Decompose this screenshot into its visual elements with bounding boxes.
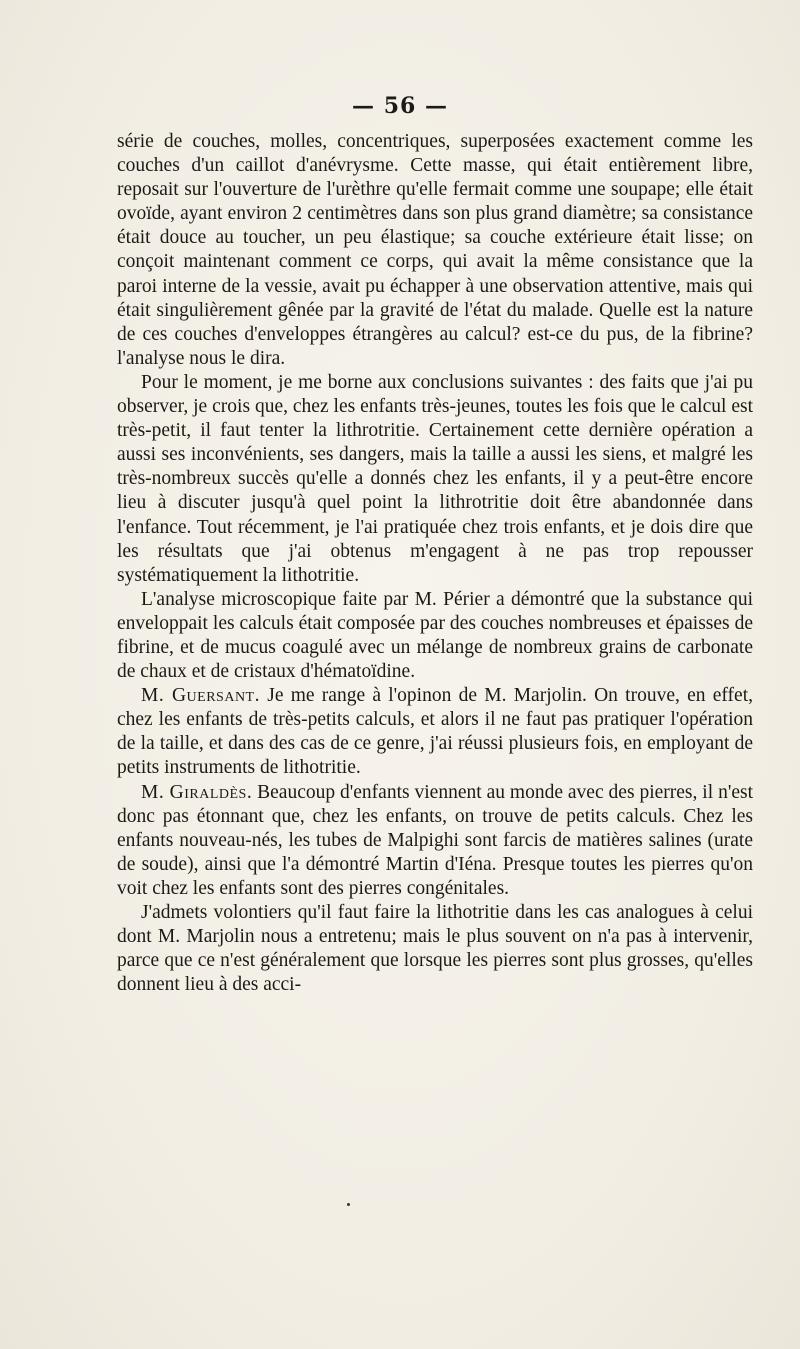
speaker-name: M. Guersant. <box>141 685 260 707</box>
paragraph-2: Pour le moment, je me borne aux conclusions suivantes : des faits que j'ai pu observer, je crois que, chez les enfants très-jeunes, toutes les fois que le calcul est très-petit, il faut tenter la lithrotritie. Certainement cette dernière opération a aussi ses inconvénients, ses dangers, mais la taille a aussi les siens, et malgré les très-nombreux succès qu'elle a donnés chez les enfants, il y a peut-être encore lieu à discuter jusqu'à quel point la lithrotritie doit être abandonnée dans l'enfance. Tout récemment, je l'ai pratiquée chez trois enfants, et je dois dire que les résultats que j'ai obtenus m'engagent à ne pas trop repousser systématiquement la lithotritie. <box>117 371 753 586</box>
paragraph-guersant <box>117 684 753 780</box>
paragraph-3: L'analyse microscopique faite par M. Périer a démontré que la substance qui enveloppait les calculs était composée par des couches nombreuses et épaisses de fibrine, et de mucus coagulé avec un mélange de nombreux grains de carbonate de chaux et de cristaux d'hématoïdine. <box>117 588 753 683</box>
paragraph-1-continuation: série de couches, molles, concentriques, superposées exactement comme les couches d'un caillot d'anévrysme. Cette masse, qui était entièrement libre, reposait sur l'ouverture de l'urèthre qu'elle fermait comme une soupape; elle était ovoïde, ayant environ 2 centimètres dans son plus grand diamètre; sa consistance était douce au toucher, un peu élastique; sa couche extérieure était lisse; on conçoit maintenant comment ce corps, qui avait la même consistance que la paroi interne de la vessie, avait pu échapper à une observation attentive, mais qui était singulièrement gênée par la gravité de l'état du malade. Quelle est la nature de ces couches d'enveloppes étrangères au calcul? est-ce du pus, de la fibrine? l'analyse nous le dira. <box>117 131 753 369</box>
paragraph-giraldes <box>117 781 753 901</box>
speaker-name: M. Giraldès. <box>141 781 253 803</box>
speaker-text: Beaucoup d'enfants viennent au monde avec des pierres, il n'est donc pas étonnant que, chez les enfants, on trouve de petits calculs. Chez les enfants nouveau-nés, les tubes de Malpighi sont farcis de matières salines (urate de soude), ainsi que l'a démontré Martin d'Iéna. Presque toutes les pierres qu'on voit chez les enfants sont des pierres congénitales. <box>117 781 753 899</box>
speaker-text: Je me range à l'opinon de M. Marjolin. On trouve, en effet, chez les enfants de très-petits calculs, et alors il ne faut pas pratiquer l'opération de la taille, et dans des cas de ce genre, j'ai réussi plusieurs fois, en employant de petits instruments de lithotritie. <box>117 685 753 779</box>
document-body <box>117 130 753 997</box>
print-mark <box>347 1203 350 1206</box>
page-number: — 56 — <box>352 93 448 119</box>
paragraph-6: J'admets volontiers qu'il faut faire la lithotritie dans les cas analogues à celui dont M. Marjolin nous a entretenu; mais le plus souvent on n'a pas à intervenir, parce que ce n'est généralement que lorsque les pierres sont plus grosses, qu'elles donnent lieu à des acci- <box>117 902 753 996</box>
